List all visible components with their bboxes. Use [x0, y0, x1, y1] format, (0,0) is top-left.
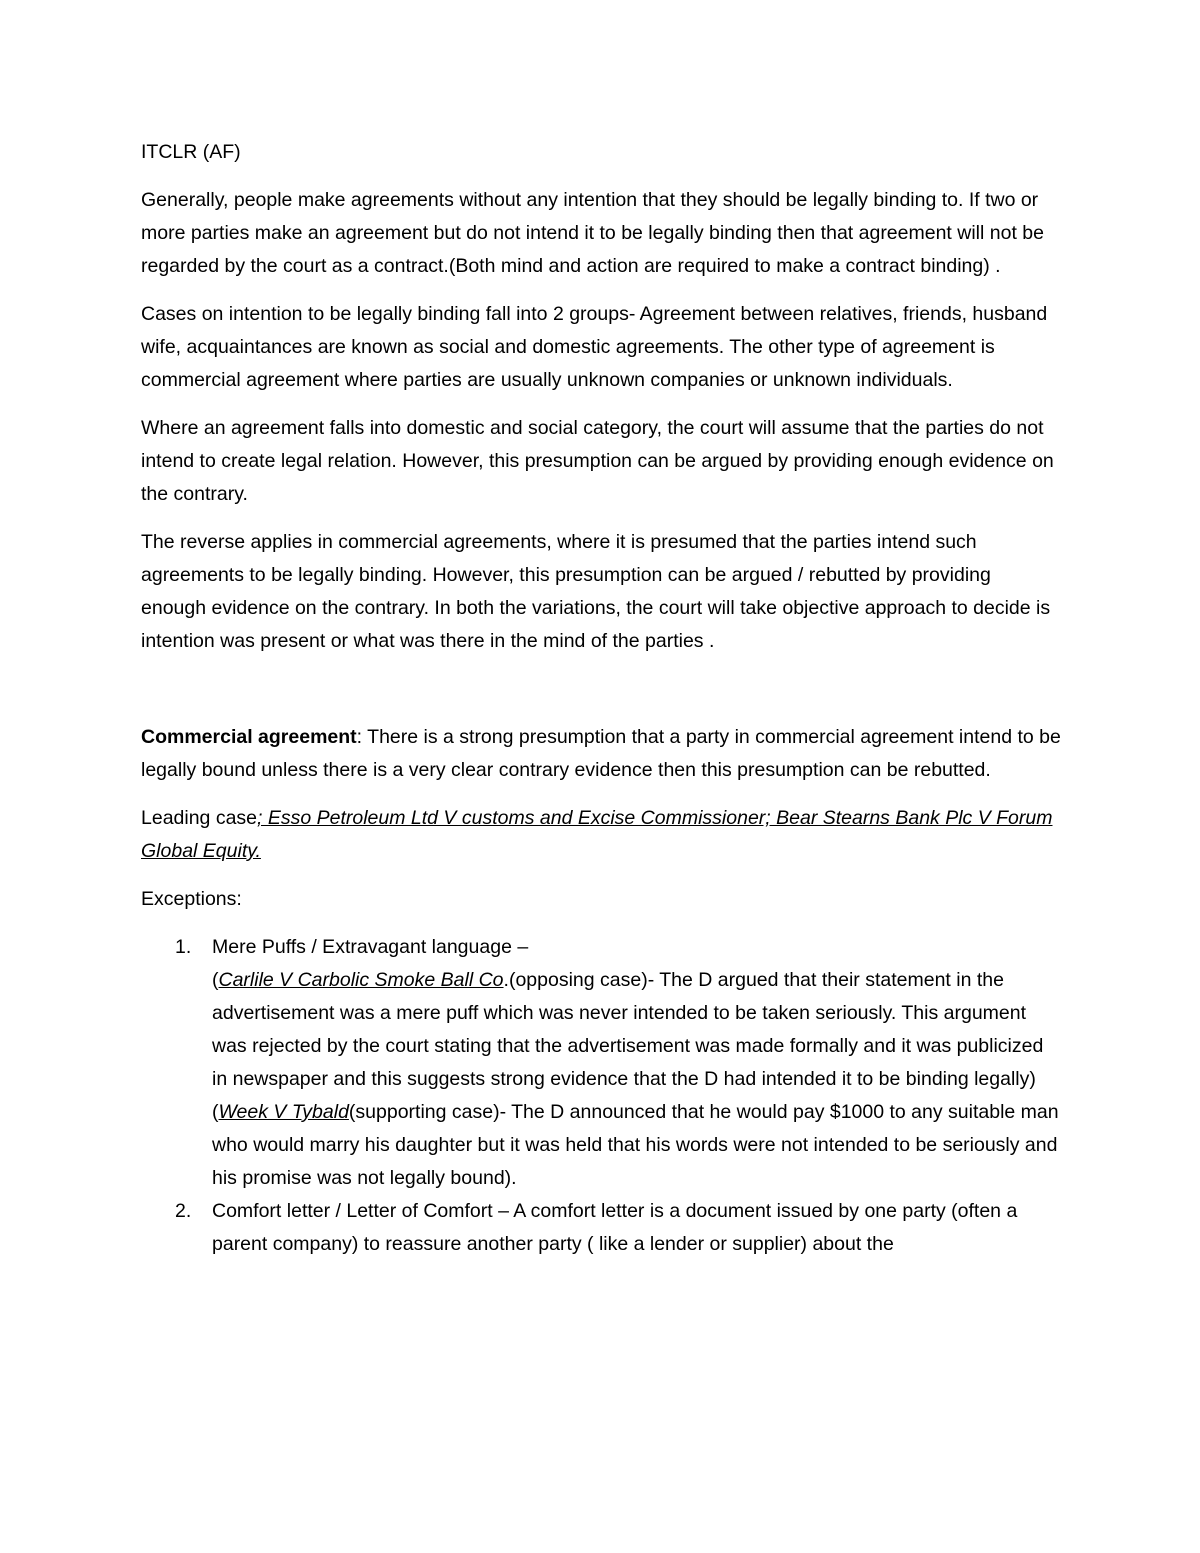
case-name-week: Week V Tybald [218, 1101, 349, 1123]
exception-item-mere-puffs [141, 931, 1061, 1195]
list-number: 1. [175, 936, 192, 958]
document-title: ITCLR (AF) [141, 141, 241, 163]
paragraph-cases-groups: Cases on intention to be legally binding fall into 2 groups- Agreement between relatives, friends, husband wife, acquaintances are known as social and domestic agreements. The other type of agreement is commercial agreement where parties are usually unknown companies or unknown individuals. [141, 303, 1048, 391]
case-week-text: (supporting case)- The D announced that he would pay $1000 to any suitable man who would marry his daughter but it was held that his words were not intended to be seriously and his promise was not legally bound). [212, 1101, 1059, 1189]
paragraph-domestic: Where an agreement falls into domestic and social category, the court will assume that the parties do not intend to create legal relation. However, this presumption can be argued by providing enough evidence on the contrary. [141, 417, 1054, 505]
paragraph-commercial [141, 721, 1061, 787]
commercial-text: : There is a strong presumption that a party in commercial agreement intend to be legally bound unless there is a very clear contrary evidence then this presumption can be rebutted. [141, 726, 1061, 781]
paragraph-reverse: The reverse applies in commercial agreements, where it is presumed that the parties intend such agreements to be legally binding. However, this presumption can be argued / rebutted by providing enough evidence on the contrary. In both the variations, the court will take objective approach to decide is intention was present or what was there in the mind of the parties . [141, 531, 1051, 652]
exceptions-heading: Exceptions: [141, 888, 242, 910]
paren-open: ( [212, 969, 219, 991]
paren-open: ( [212, 1101, 219, 1123]
leading-case-label: Leading case [141, 807, 258, 829]
paragraph-leading-case [141, 802, 1061, 868]
list-number: 2. [175, 1200, 192, 1222]
paragraph-general: Generally, people make agreements without any intention that they should be legally binding to. If two or more parties make an agreement but do not intend it to be legally binding then that agreement will not be regarded by the court as a contract.(Both mind and action are required to make a contract binding) . [141, 189, 1044, 277]
case-name-carlile: Carlile V Carbolic Smoke Ball Co [218, 969, 504, 991]
exceptions-list [141, 931, 1061, 1261]
commercial-heading: Commercial agreement [141, 726, 357, 748]
blank-line [141, 673, 1061, 721]
document-page [141, 136, 1061, 1261]
case-week [212, 1096, 1061, 1195]
exception-comfort-text: Comfort letter / Letter of Comfort – A comfort letter is a document issued by one party (often a parent company) to reassure another party ( like a lender or supplier) about the [212, 1200, 1018, 1255]
case-carlile [212, 964, 1061, 1096]
case-carlile-text: .(opposing case)- The D argued that their statement in the advertisement was a mere puff which was never intended to be taken seriously. This argument was rejected by the court stating that the advertisement was made formally and it was publicized in newspaper and this suggests strong evidence that the D had intended it to be binding legally) [212, 969, 1044, 1090]
exception-item-comfort-letter [141, 1195, 1061, 1261]
exception-title: Mere Puffs / Extravagant language – [212, 936, 529, 958]
leading-case-names: ; Esso Petroleum Ltd V customs and Excise Commissioner; Bear Stearns Bank Plc V Forum Global Equity. [141, 807, 1053, 862]
